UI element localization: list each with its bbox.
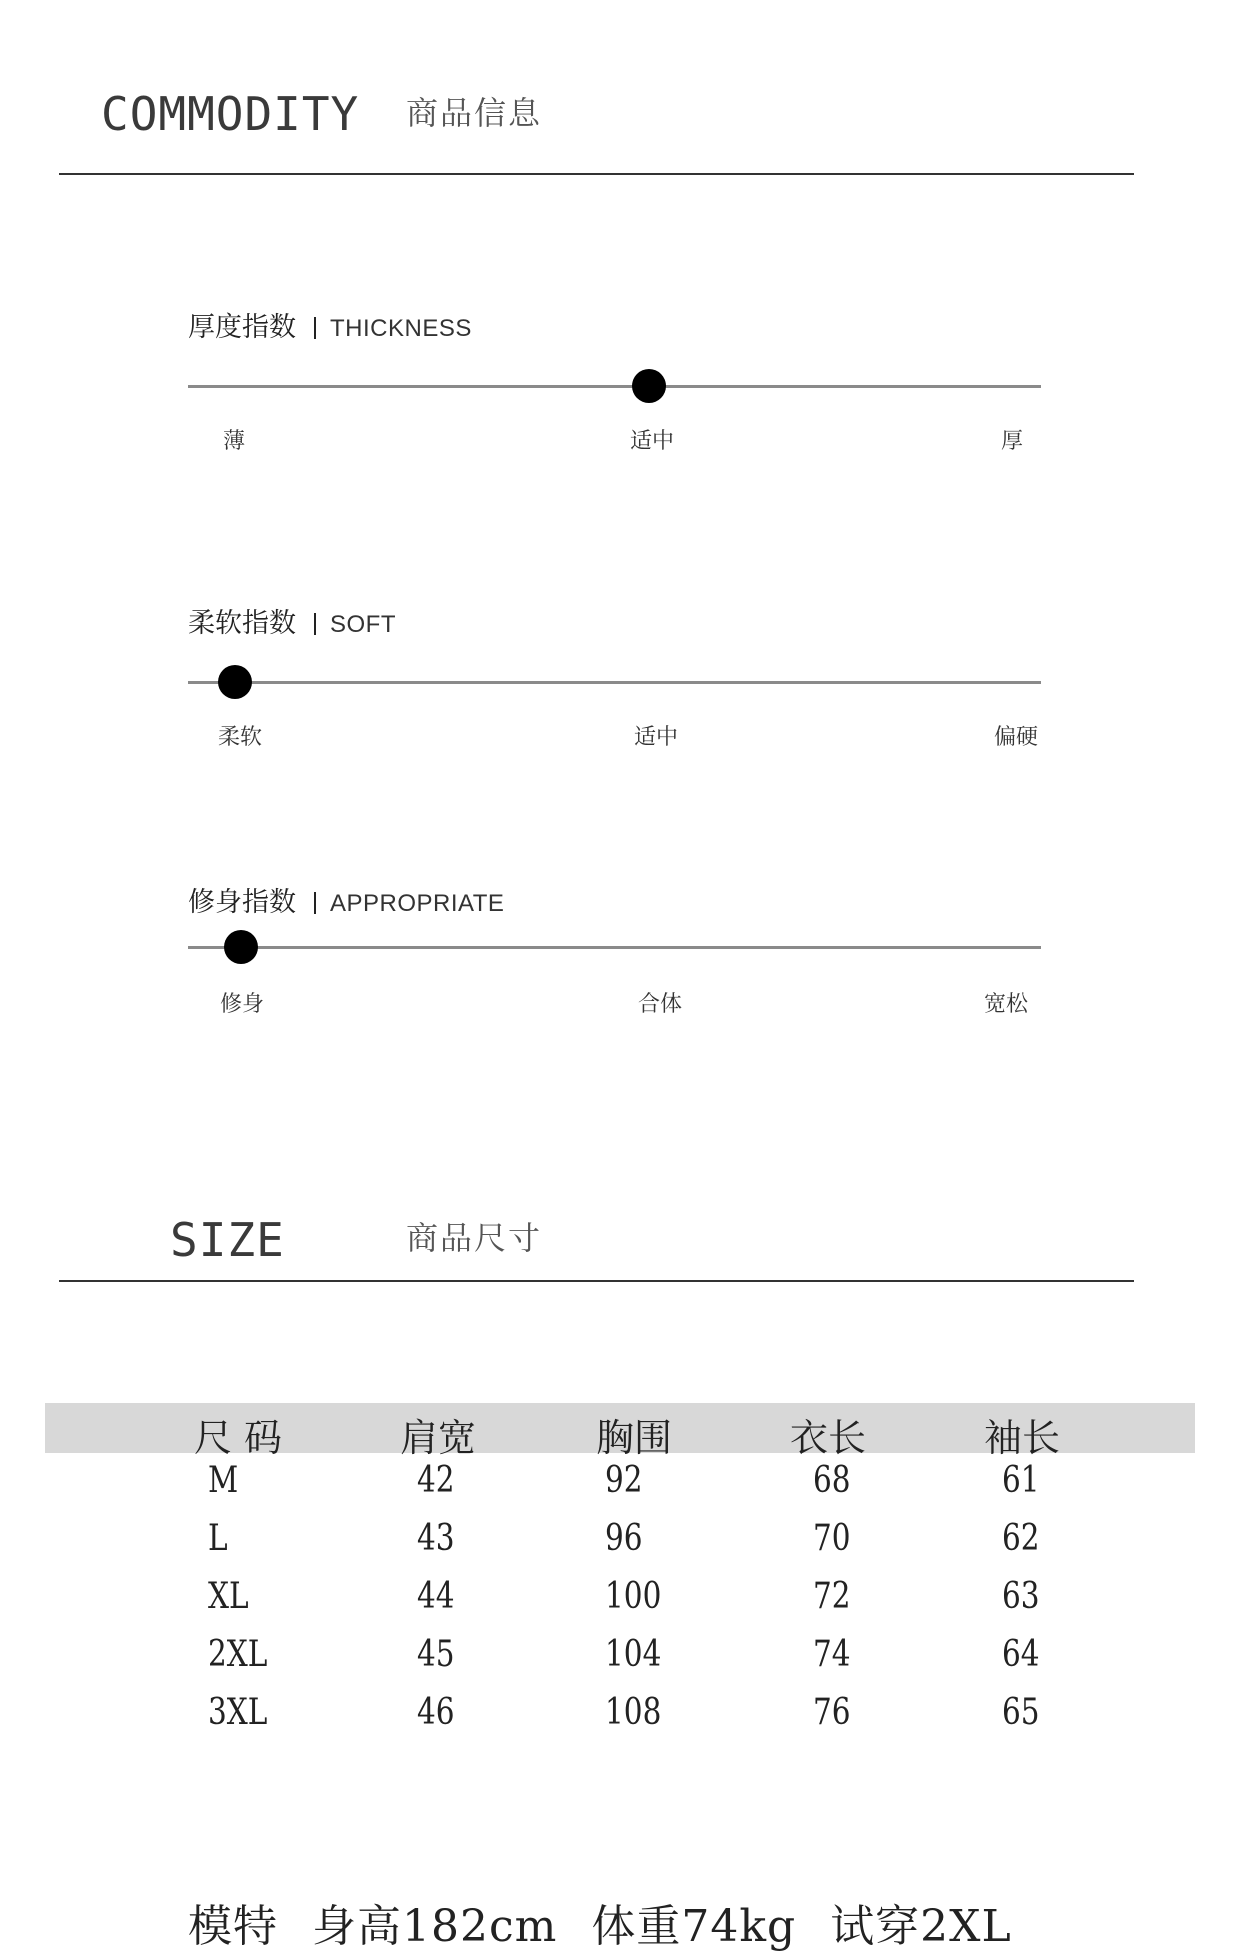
- model-size-worn: 试穿2XL: [830, 1901, 1012, 1952]
- thickness-track: [188, 385, 1041, 388]
- size-title-cn: 商品尺寸: [406, 1219, 543, 1257]
- thickness-index: [188, 310, 1041, 470]
- fit-label-high: 宽松: [983, 992, 1029, 1017]
- cell-length: 70: [813, 1518, 851, 1559]
- cell-size: L: [208, 1518, 228, 1559]
- size-title-en: SIZE: [170, 1213, 285, 1267]
- soft-title-cn: 柔软指数: [188, 608, 296, 639]
- cell-shoulder: 43: [417, 1518, 455, 1559]
- size-table-header-row: [45, 1403, 1195, 1460]
- header-sleeve: 袖长: [983, 1416, 1061, 1460]
- cell-size: 3XL: [208, 1692, 268, 1733]
- cell-sleeve: 62: [1002, 1518, 1040, 1559]
- table-row: [45, 1685, 1195, 1743]
- table-row: [45, 1627, 1195, 1685]
- cell-length: 68: [813, 1460, 851, 1501]
- header-shoulder: 肩宽: [399, 1416, 477, 1460]
- header-chest: 胸围: [595, 1416, 673, 1460]
- cell-sleeve: 65: [1002, 1692, 1040, 1733]
- cell-size: M: [208, 1460, 239, 1501]
- title-separator: [314, 317, 316, 339]
- thickness-label-low: 薄: [222, 429, 246, 454]
- cell-length: 74: [813, 1634, 851, 1675]
- fit-label-mid: 合体: [637, 992, 683, 1017]
- cell-chest: 108: [605, 1692, 662, 1733]
- fit-title-en: APPROPRIATE: [330, 890, 505, 917]
- model-weight: 体重74kg: [591, 1901, 797, 1952]
- table-row: [45, 1511, 1195, 1569]
- thickness-knob: [632, 369, 666, 403]
- commodity-title-cn: 商品信息: [406, 94, 543, 132]
- cell-chest: 100: [605, 1576, 662, 1617]
- soft-label-high: 偏硬: [993, 725, 1039, 750]
- cell-chest: 92: [605, 1460, 643, 1501]
- fit-index-title: [188, 885, 504, 921]
- thickness-label-mid: 适中: [629, 429, 675, 454]
- fit-track: [188, 946, 1041, 949]
- thickness-title-en: THICKNESS: [330, 315, 472, 342]
- soft-index: [188, 606, 1041, 766]
- cell-shoulder: 45: [417, 1634, 455, 1675]
- soft-title-en: SOFT: [330, 611, 396, 638]
- thickness-index-title: [188, 310, 472, 346]
- size-section-header: [59, 1180, 1134, 1282]
- soft-knob: [218, 665, 252, 699]
- cell-size: 2XL: [208, 1634, 268, 1675]
- cell-chest: 96: [605, 1518, 643, 1559]
- cell-sleeve: 63: [1002, 1576, 1040, 1617]
- table-row: [45, 1453, 1195, 1511]
- model-info: [188, 1890, 1046, 1954]
- cell-length: 76: [813, 1692, 851, 1733]
- cell-shoulder: 42: [417, 1460, 455, 1501]
- soft-track: [188, 681, 1041, 684]
- soft-label-low: 柔软: [217, 725, 263, 750]
- thickness-title-cn: 厚度指数: [188, 312, 296, 343]
- soft-label-mid: 适中: [633, 725, 679, 750]
- model-label: 模特: [188, 1901, 278, 1952]
- commodity-title-en: COMMODITY: [101, 87, 360, 141]
- title-separator: [314, 892, 316, 914]
- fit-label-low: 修身: [219, 992, 265, 1017]
- size-table: [45, 1403, 1195, 1743]
- soft-index-title: [188, 606, 396, 642]
- header-length: 衣长: [789, 1416, 867, 1460]
- cell-sleeve: 61: [1002, 1460, 1040, 1501]
- title-separator: [314, 613, 316, 635]
- fit-title-cn: 修身指数: [188, 887, 296, 918]
- table-row: [45, 1569, 1195, 1627]
- cell-chest: 104: [605, 1634, 662, 1675]
- thickness-label-high: 厚: [1000, 429, 1024, 454]
- cell-shoulder: 44: [417, 1576, 455, 1617]
- cell-sleeve: 64: [1002, 1634, 1040, 1675]
- cell-shoulder: 46: [417, 1692, 455, 1733]
- cell-size: XL: [208, 1576, 249, 1617]
- commodity-section-header: [59, 0, 1134, 175]
- fit-knob: [224, 930, 258, 964]
- cell-length: 72: [813, 1576, 851, 1617]
- header-size: 尺 码: [193, 1416, 283, 1460]
- model-height: 身高182cm: [312, 1901, 558, 1952]
- fit-index: [188, 885, 1041, 1045]
